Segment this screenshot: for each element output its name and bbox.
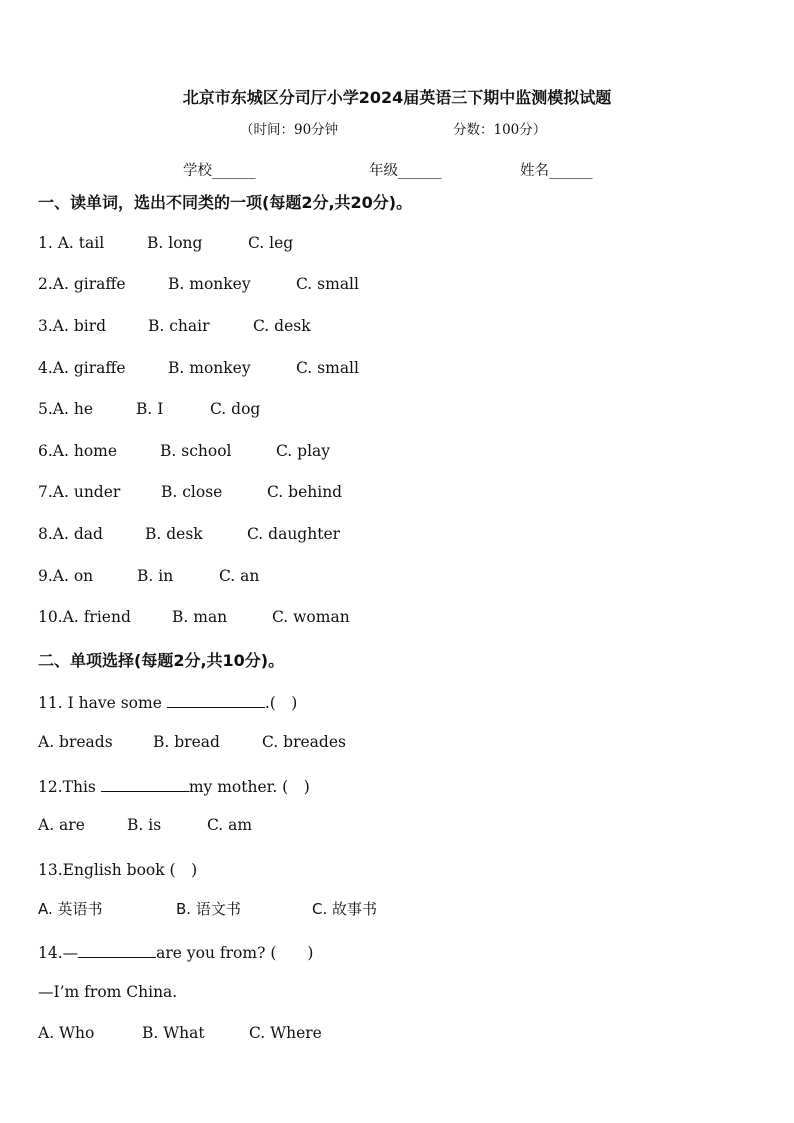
question-9-option-a[interactable]: 9.A. on <box>38 567 94 585</box>
question-8-option-c[interactable]: C. daughter <box>247 525 341 543</box>
question-13-option-b[interactable]: B. 语文书 <box>176 900 241 918</box>
total-score: 分数：100分） <box>453 122 547 138</box>
answer-blank[interactable] <box>167 693 265 708</box>
question-9-option-c[interactable]: C. an <box>219 567 260 585</box>
question-14-text: 14.— <box>38 944 79 962</box>
question-3-option-c[interactable]: C. desk <box>253 317 311 335</box>
question-3-option-a[interactable]: 3.A. bird <box>38 317 107 335</box>
question-4-option-b[interactable]: B. monkey <box>168 359 251 377</box>
question-10-option-b[interactable]: B. man <box>172 608 228 626</box>
question-2-option-c[interactable]: C. small <box>296 275 359 293</box>
question-11-option-b[interactable]: B. bread <box>153 733 220 751</box>
question-8-option-b[interactable]: B. desk <box>145 525 203 543</box>
question-6-option-a[interactable]: 6.A. home <box>38 442 118 460</box>
question-14-option-a[interactable]: A. Who <box>38 1024 95 1042</box>
question-13-text: 13.English book ( ) <box>38 861 198 879</box>
question-12-option-b[interactable]: B. is <box>127 816 162 834</box>
name-field[interactable]: 姓名______ <box>520 163 593 179</box>
question-14-answer: —I’m from China. <box>38 983 178 1001</box>
section-2-heading: 二、单项选择(每题2分,共10分)。 <box>38 651 285 670</box>
question-12-option-c[interactable]: C. am <box>207 816 253 834</box>
question-1-option-a[interactable]: 1. A. tail <box>38 234 105 252</box>
question-14-option-b[interactable]: B. What <box>142 1024 205 1042</box>
question-12-option-a[interactable]: A. are <box>38 816 85 834</box>
question-10-option-c[interactable]: C. woman <box>272 608 350 626</box>
school-field[interactable]: 学校______ <box>183 163 256 179</box>
question-14-dialog <box>38 983 177 1001</box>
section-1-heading: 一、读单词，选出不同类的一项(每题2分,共20分)。 <box>38 193 413 212</box>
time-limit: （时间：90分钟 <box>240 122 339 138</box>
question-5-option-b[interactable]: B. I <box>136 400 164 418</box>
question-14-rest: are you from? ( ) <box>156 944 314 962</box>
question-2-option-a[interactable]: 2.A. giraffe <box>38 275 126 293</box>
question-7-option-b[interactable]: B. close <box>161 483 223 501</box>
question-5-option-a[interactable]: 5.A. he <box>38 400 93 418</box>
question-12-paren: my mother. ( ) <box>188 778 310 796</box>
question-7-option-a[interactable]: 7.A. under <box>38 483 121 501</box>
question-6-option-c[interactable]: C. play <box>276 442 331 460</box>
question-8-option-a[interactable]: 8.A. dad <box>38 525 103 543</box>
question-12-text: 12.This <box>38 778 96 796</box>
question-1-option-c[interactable]: C. leg <box>248 234 294 252</box>
grade-field[interactable]: 年级______ <box>369 163 442 179</box>
question-4-option-a[interactable]: 4.A. giraffe <box>38 359 126 377</box>
question-11-paren: .( ) <box>264 694 298 712</box>
question-4-option-c[interactable]: C. small <box>296 359 359 377</box>
question-9-option-b[interactable]: B. in <box>137 567 174 585</box>
question-10-option-a[interactable]: 10.A. friend <box>38 608 131 626</box>
answer-blank[interactable] <box>101 777 189 792</box>
question-7-option-c[interactable]: C. behind <box>267 483 343 501</box>
question-1-option-b[interactable]: B. long <box>147 234 203 252</box>
answer-blank[interactable] <box>78 943 156 958</box>
question-14-stem <box>38 941 313 963</box>
page-title: 北京市东城区分司厅小学2024届英语三下期中监测模拟试题 <box>182 88 612 107</box>
question-11-option-c[interactable]: C. breades <box>262 733 346 751</box>
question-13-stem <box>38 858 197 880</box>
question-11-text: 11. I have some <box>38 694 162 712</box>
question-12-stem <box>38 775 310 797</box>
question-11-stem <box>38 691 297 713</box>
question-5-option-c[interactable]: C. dog <box>210 400 261 418</box>
question-13-option-a[interactable]: A. 英语书 <box>38 900 103 918</box>
question-2-option-b[interactable]: B. monkey <box>168 275 251 293</box>
question-13-option-c[interactable]: C. 故事书 <box>312 900 378 918</box>
question-6-option-b[interactable]: B. school <box>160 442 232 460</box>
question-3-option-b[interactable]: B. chair <box>148 317 210 335</box>
question-11-option-a[interactable]: A. breads <box>38 733 113 751</box>
question-14-option-c[interactable]: C. Where <box>249 1024 322 1042</box>
